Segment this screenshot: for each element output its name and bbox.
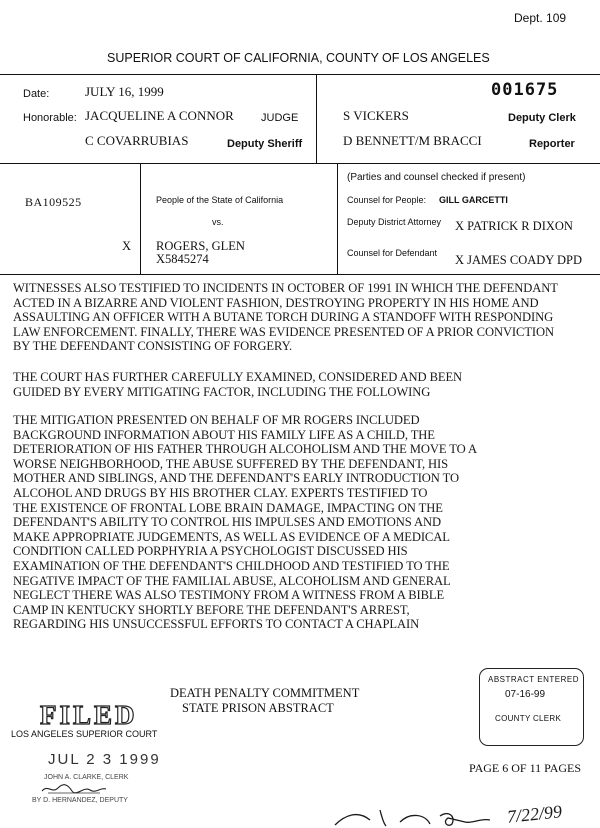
- dda-name: X PATRICK R DIXON: [455, 219, 573, 233]
- deputy-signature: [40, 782, 110, 796]
- paragraph-line: BY THE DEFENDANT CONSISTING OF FORGERY.: [13, 339, 293, 354]
- paragraph-line: ALCOHOL AND DRUGS BY HIS BROTHER CLAY. EXPERTS TESTIFIED TO: [13, 485, 428, 500]
- judge-name: JACQUELINE A CONNOR: [85, 108, 234, 123]
- filed-court: LOS ANGELES SUPERIOR COURT: [11, 729, 158, 739]
- paragraph-line: WITNESSES ALSO TESTIFIED TO INCIDENTS IN OCTOBER OF 1991 IN WHICH THE DEFENDANT: [13, 281, 558, 295]
- paragraph-line: DEFENDANT'S ABILITY TO CONTROL HIS IMPULSES AND EMOTIONS AND: [13, 515, 441, 530]
- paragraph-line: GUIDED BY EVERY MITIGATING FACTOR, INCLUDING THE FOLLOWING: [13, 384, 431, 399]
- paragraph-line: REGARDING HIS UNSUCCESSFUL EFFORTS TO CONTACT A CHAPLAIN: [13, 617, 420, 632]
- paragraph-line: MOTHER AND SIBLINGS, AND THE DEFENDANT'S EARLY INTRODUCTION TO: [13, 471, 459, 486]
- defendant-id: X5845274: [156, 252, 209, 266]
- paragraph-line: MAKE APPROPRIATE JUDGEMENTS, AS WELL AS EVIDENCE OF A MEDICAL: [13, 529, 450, 544]
- clerk-name: S VICKERS: [343, 108, 409, 123]
- parties-top-rule: [0, 163, 600, 164]
- judge-signature: [330, 800, 505, 828]
- dda-label: Deputy District Attorney: [347, 217, 442, 227]
- reporter-role: Reporter: [529, 138, 575, 150]
- paragraph-line: CAMP IN KENTUCKY SHORTLY BEFORE THE DEFENDANT'S ARREST,: [13, 602, 410, 617]
- paragraph-line: THE COURT HAS FURTHER CAREFULLY EXAMINED, CONSIDERED AND BEEN: [13, 370, 463, 384]
- page-indicator: PAGE 6 OF 11 PAGES: [469, 761, 582, 775]
- parties-divider-left: [140, 164, 141, 274]
- sheriff-role: Deputy Sheriff: [227, 138, 303, 150]
- filed-clerk: JOHN A. CLARKE, CLERK: [44, 774, 129, 781]
- paragraph-line: EXAMINATION OF THE DEFENDANT'S CHILDHOOD AND TESTIFIED TO THE: [13, 558, 450, 573]
- county-clerk-label: COUNTY CLERK: [495, 714, 562, 723]
- case-number: 001675: [491, 80, 559, 100]
- honorable-label: Honorable:: [23, 112, 77, 124]
- defendant-name: ROGERS, GLEN: [156, 239, 245, 253]
- filed-date: JUL 2 3 1999: [48, 751, 161, 768]
- paragraph-line: CONDITION CALLED PORPHYRIA A PSYCHOLOGIST DISCUSSED HIS: [13, 544, 408, 559]
- counsel-people-label: Counsel for People:: [347, 195, 427, 205]
- dept-label: Dept. 109: [514, 11, 567, 25]
- paragraph-line: BACKGROUND INFORMATION ABOUT HIS FAMILY LIFE AS A CHILD, THE: [13, 427, 435, 442]
- commitment-title: DEATH PENALTY COMMITMENT: [170, 686, 360, 700]
- case-id: BA109525: [25, 195, 82, 209]
- counsel-people-name: GILL GARCETTI: [439, 195, 508, 205]
- people-label: People of the State of California: [156, 195, 284, 205]
- counsel-def-name: X JAMES COADY DPD: [455, 253, 582, 267]
- paragraph-line: DETERIORATION OF HIS FATHER THROUGH ALCOHOLISM AND THE MOVE TO A: [13, 442, 478, 457]
- handwritten-date: 7/22/99: [506, 801, 563, 827]
- paragraph-line: ASSAULTING AN OFFICER WITH A BUTANE TORCH DURING A STANDOFF WITH RESPONDING: [13, 310, 554, 325]
- court-title: SUPERIOR COURT OF CALIFORNIA, COUNTY OF LOS ANGELES: [107, 51, 490, 65]
- reporter-name: D BENNETT/M BRACCI: [343, 133, 482, 148]
- paragraph-mitigation: [13, 413, 477, 632]
- clerk-role: Deputy Clerk: [508, 112, 576, 124]
- paragraph-line: WORSE NEIGHBORHOOD, THE ABUSE SUFFERED BY THE DEFENDANT, HIS: [13, 456, 449, 471]
- paragraph-court: [13, 370, 462, 399]
- parties-note: (Parties and counsel checked if present): [347, 172, 526, 183]
- paragraph-line: ACTED IN A BIZARRE AND VIOLENT FASHION, DESTROYING PROPERTY IN HIS HOME AND: [13, 295, 539, 310]
- judge-role: JUDGE: [261, 112, 299, 124]
- paragraph-line: THE EXISTENCE OF FRONTAL LOBE BRAIN DAMAGE, IMPACTING ON THE: [13, 500, 443, 515]
- date-value: JULY 16, 1999: [85, 84, 164, 99]
- abstract-entered-date: 07-16-99: [505, 689, 546, 700]
- paragraph-line: NEGATIVE IMPACT OF THE FAMILIAL ABUSE, ALCOHOLISM AND GENERAL: [13, 573, 451, 588]
- filed-deputy: BY D. HERNANDEZ, DEPUTY: [32, 797, 128, 804]
- header-top-rule: [0, 74, 600, 75]
- parties-bottom-rule: [0, 274, 600, 275]
- header-divider: [316, 75, 317, 163]
- paragraph-line: LAW ENFORCEMENT. FINALLY, THERE WAS EVIDENCE PRESENTED OF A PRIOR CONVICTION: [13, 324, 555, 339]
- abstract-title: STATE PRISON ABSTRACT: [182, 701, 334, 715]
- paragraph-witnesses: [13, 281, 558, 354]
- date-label: Date:: [23, 88, 50, 100]
- paragraph-line: NEGLECT THERE WAS ALSO TESTIMONY FROM A WITNESS FROM A BIBLE: [13, 588, 445, 603]
- parties-divider-right: [337, 164, 338, 274]
- abstract-entered-label: ABSTRACT ENTERED: [488, 675, 579, 684]
- vs-label: vs.: [212, 217, 224, 227]
- filed-stamp: FILED: [40, 700, 138, 730]
- sheriff-name: C COVARRUBIAS: [85, 133, 189, 148]
- paragraph-line: THE MITIGATION PRESENTED ON BEHALF OF MR ROGERS INCLUDED: [13, 413, 420, 427]
- defendant-mark: X: [122, 239, 132, 253]
- counsel-def-label: Counsel for Defendant: [347, 248, 438, 258]
